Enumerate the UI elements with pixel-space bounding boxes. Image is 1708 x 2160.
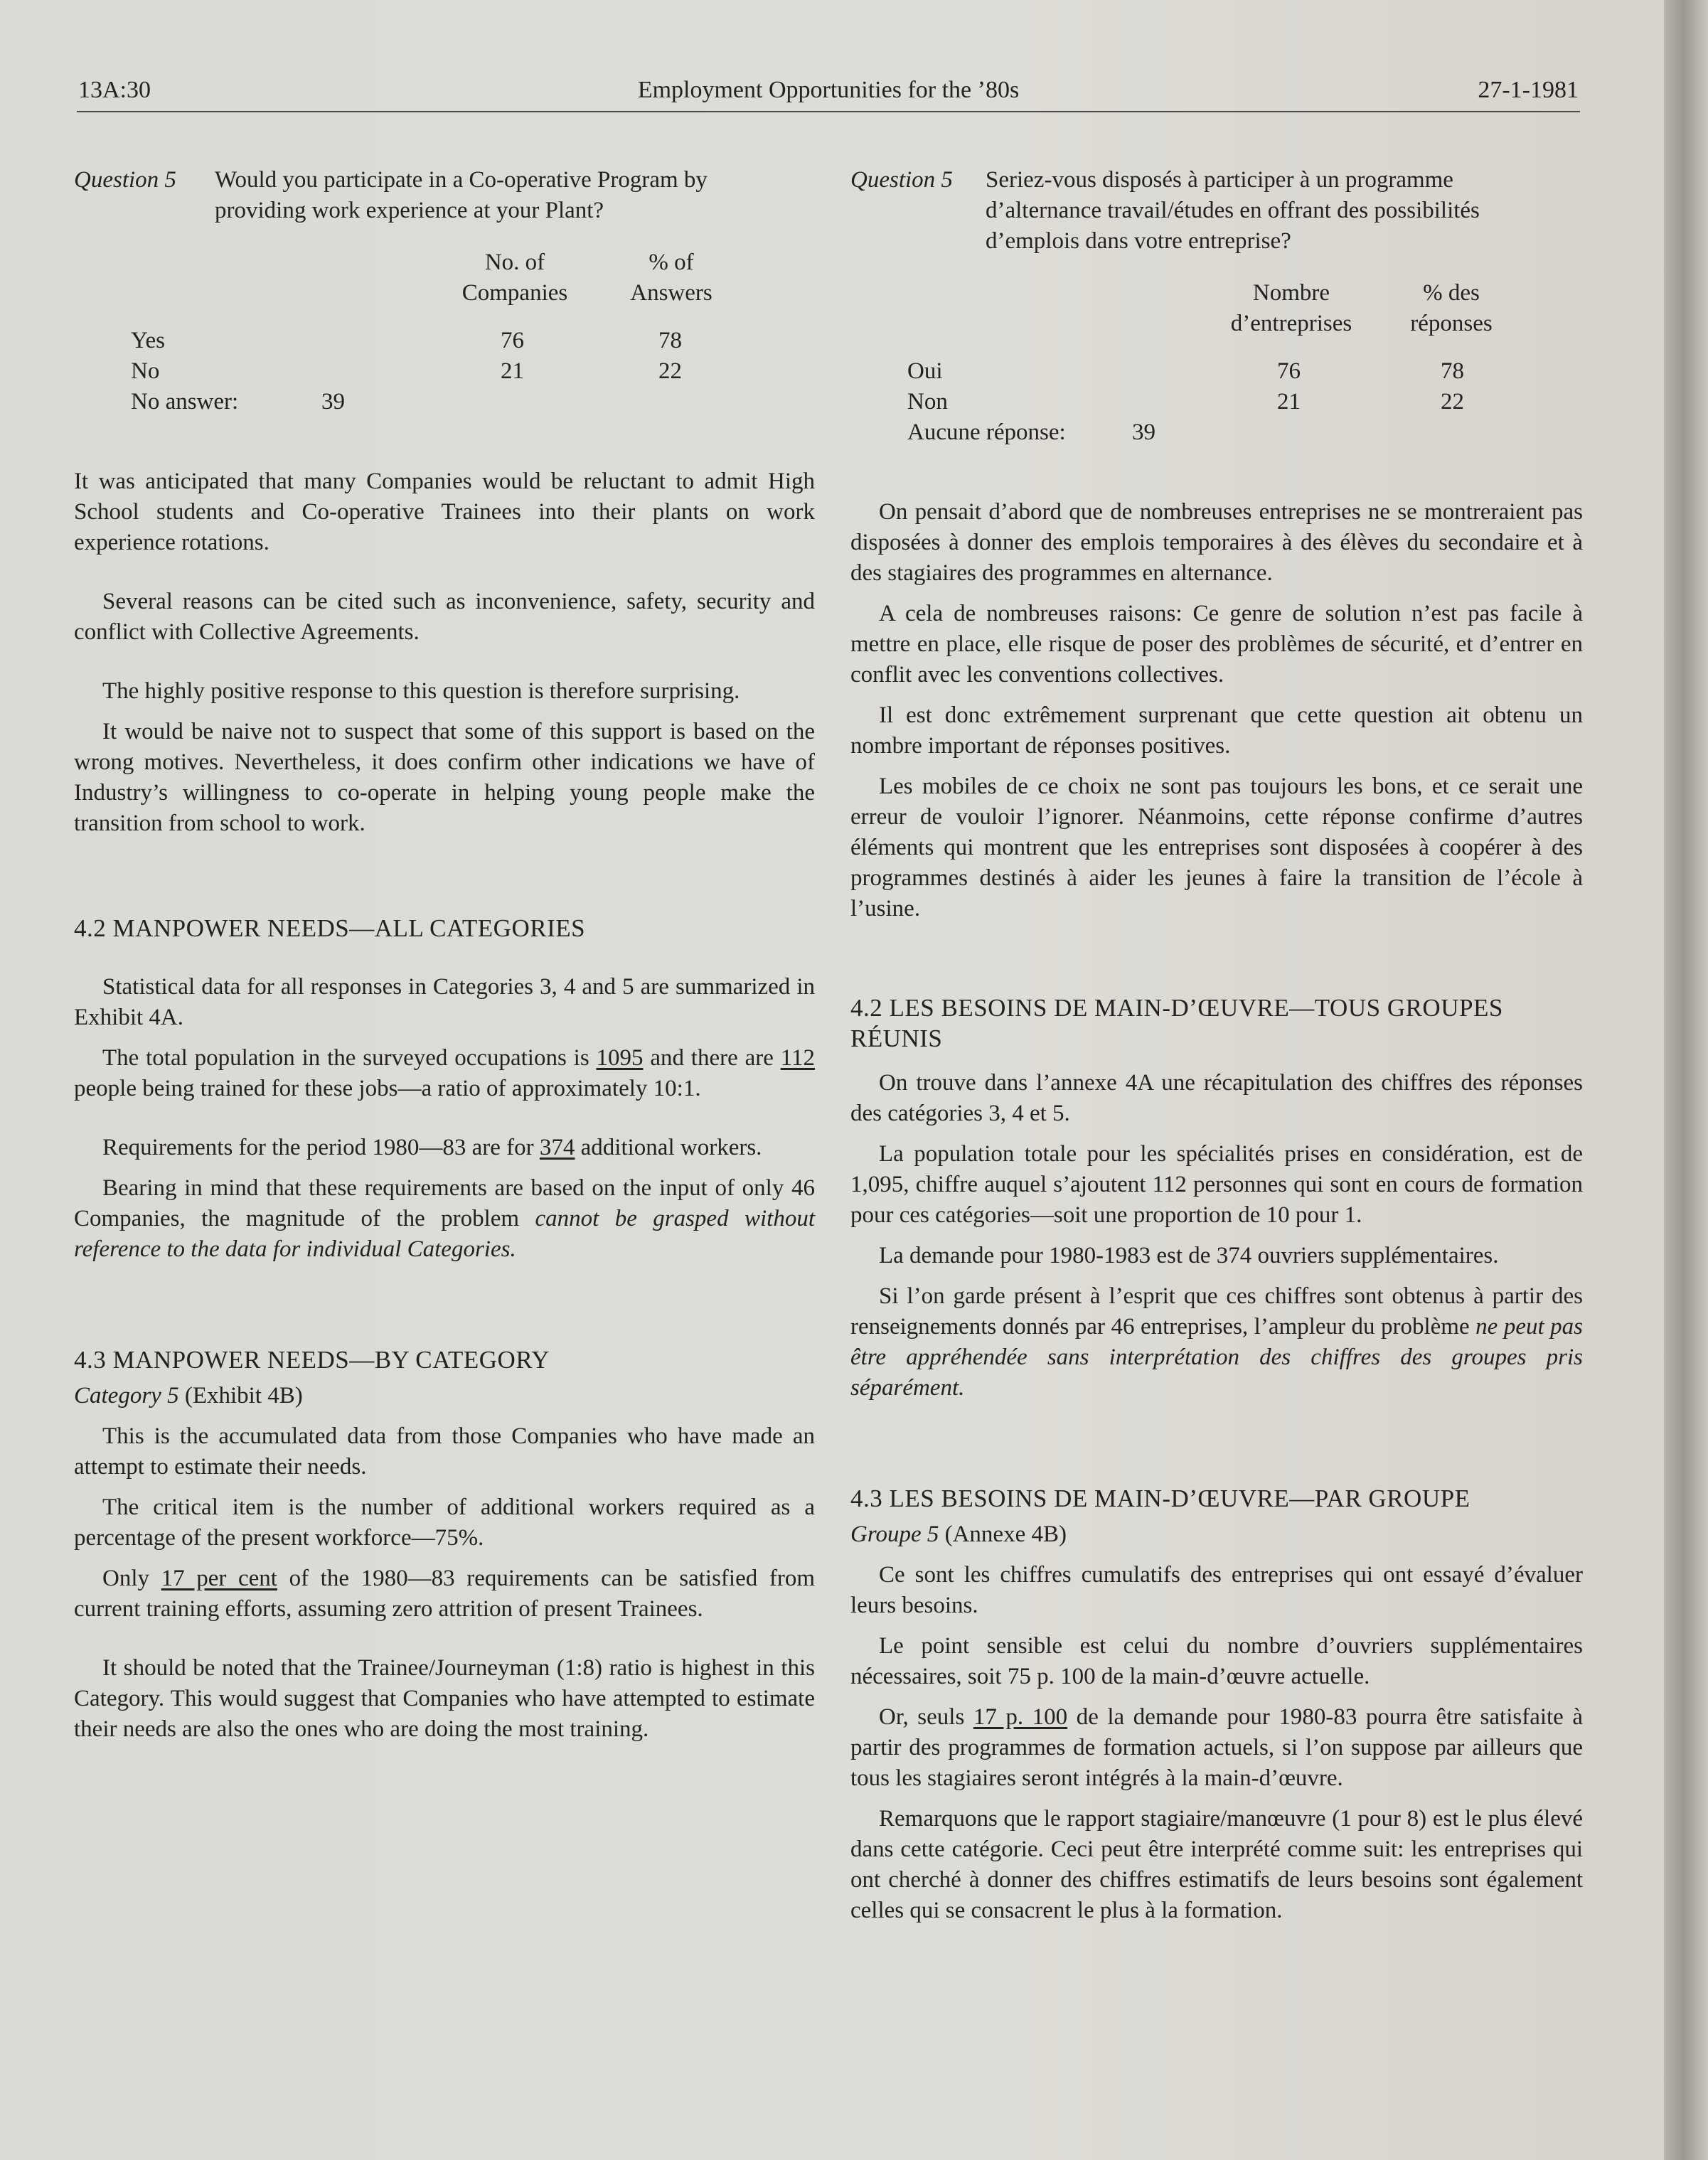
text-run: Only xyxy=(102,1566,161,1591)
underlined-figure: 374 xyxy=(539,1135,575,1160)
col-header-percent: % des réponses xyxy=(1410,280,1493,336)
running-title: Employment Opportunities for the ’80s xyxy=(637,77,1020,103)
col-header-percent: % of Answers xyxy=(630,250,712,306)
paragraph xyxy=(850,1281,1583,1404)
no-answer-label: No answer: xyxy=(131,389,239,415)
header-date: 27-1-1981 xyxy=(1478,77,1579,103)
row-percent-yes: 78 xyxy=(658,328,682,353)
question-label: Question 5 xyxy=(850,167,953,193)
english-column xyxy=(74,165,815,1745)
paragraph: The highly positive response to this question is therefore surprising. xyxy=(102,678,740,704)
section-heading-4-3: 4.3 LES BESOINS DE MAIN-D’ŒUVRE—PAR GROUPE xyxy=(850,1485,1471,1512)
question-text: Seriez-vous disposés à participer à un programme d’alternance travail/études en offrant des possibilités d’emplois dans votre entreprise? xyxy=(986,167,1480,254)
paragraph: Ce sont les chiffres cumulatifs des entreprises qui ont essayé d’évaluer leurs besoins. xyxy=(850,1562,1583,1618)
category-line xyxy=(74,1381,815,1411)
paragraph: A cela de nombreuses raisons: Ce genre de solution n’est pas facile à mettre en place, elle risque de poser des problèmes de sécurité, et d’entrer en conflit avec les conventions collectives. xyxy=(850,601,1583,688)
row-percent-oui: 78 xyxy=(1441,358,1464,384)
page-reference: 13A:30 xyxy=(78,77,151,103)
paragraph: Il est donc extrêmement surprenant que cette question ait obtenu un nombre important de réponses positives. xyxy=(850,702,1583,759)
paragraph: The critical item is the number of additional workers required as a percentage of the present workforce—75%. xyxy=(74,1495,815,1551)
question-label: Question 5 xyxy=(74,167,176,193)
paragraph: It should be noted that the Trainee/Journeyman (1:8) ratio is highest in this Category. This would suggest that Companies who have attempted to estimate their needs are also the ones who are doing the most training. xyxy=(74,1655,815,1742)
exhibit-ref: (Annexe 4B) xyxy=(939,1522,1067,1547)
row-label-yes: Yes xyxy=(131,328,166,353)
text-run: Or, seuls xyxy=(879,1704,973,1730)
row-percent-non: 22 xyxy=(1441,389,1464,415)
row-label-no: No xyxy=(131,358,160,384)
paragraph xyxy=(74,1173,815,1265)
no-answer-value: 39 xyxy=(1132,419,1155,445)
paragraph xyxy=(850,1702,1583,1794)
underlined-figure: 1095 xyxy=(596,1045,644,1071)
paragraph: Several reasons can be cited such as inconvenience, safety, security and conflict with Collective Agreements. xyxy=(74,589,815,645)
paragraph xyxy=(74,1563,815,1625)
paragraph: It would be naive not to suspect that some of this support is based on the wrong motives. Nevertheless, it does confirm other indications we have of Industry’s willingness to co-operate in helping young people make the transition from school to work. xyxy=(74,719,815,836)
text-run: The total population in the surveyed occupations is xyxy=(102,1045,597,1071)
text-run: additional workers. xyxy=(575,1135,762,1160)
page-header xyxy=(78,77,1579,119)
paragraph: La population totale pour les spécialités prises en considération, est de 1,095, chiffre auquel s’ajoutent 112 personnes qui sont en cours de formation pour ces catégories—soit une proportion de 10 pour 1. xyxy=(850,1141,1583,1228)
paragraph: It was anticipated that many Companies would be reluctant to admit High School students and Co-operative Trainees into their plants on work experience rotations. xyxy=(74,469,815,555)
text-run: people being trained for these jobs—a ratio of approximately 10:1. xyxy=(74,1076,701,1101)
category-line xyxy=(850,1519,1583,1550)
book-spine-shadow xyxy=(1664,0,1708,2160)
response-table-en xyxy=(74,247,815,439)
text-run: Bearing in mind that these requirements are based on the input of only 46 Companies, the magnitude of the problem xyxy=(74,1175,815,1231)
underlined-figure: 17 per cent xyxy=(161,1566,277,1591)
text-run: de la demande pour 1980-83 pourra être satisfaite à partir des programmes de formation actuels, si l’on suppose par ailleurs que tous les stagiaires seront intégrés à la main-d’œuvre. xyxy=(850,1704,1584,1791)
text-run: and there are xyxy=(643,1045,781,1071)
underlined-figure: 112 xyxy=(780,1045,815,1071)
paragraph: Les mobiles de ce choix ne sont pas toujours les bons, et ce serait une erreur de vouloir l’ignorer. Néanmoins, cette réponse confirme d’autres éléments qui montrent que les entreprises sont disposées à coopérer à des programmes destinés à aider les jeunes à faire la transition de l’école à l’usine. xyxy=(850,774,1583,921)
text-run: of the 1980—83 requirements can be satisfied from current training efforts, assuming zero attrition of present Trainees. xyxy=(74,1566,815,1622)
row-label-non: Non xyxy=(907,389,948,415)
question-5-fr xyxy=(850,165,1583,257)
paragraph xyxy=(74,1043,815,1104)
paragraph: Remarquons que le rapport stagiaire/manœuvre (1 pour 8) est le plus élevé dans cette catégorie. Ceci peut être interprété comme suit: les entreprises qui ont cherché à donner des chiffres estimatifs de leurs besoins sont également celles qui se consacrent le plus à la formation. xyxy=(850,1806,1583,1923)
category-name: Groupe 5 xyxy=(850,1522,939,1547)
paragraph: Le point sensible est celui du nombre d’ouvriers supplémentaires nécessaires, soit 75 p. 100 de la main-d’œuvre actuelle. xyxy=(850,1633,1583,1689)
text-run: Requirements for the period 1980—83 are for xyxy=(102,1135,540,1160)
paragraph xyxy=(74,1133,815,1163)
section-heading-4-3: 4.3 MANPOWER NEEDS—BY CATEGORY xyxy=(74,1346,550,1374)
category-name: Category 5 xyxy=(74,1383,179,1408)
paragraph: On trouve dans l’annexe 4A une récapitulation des chiffres des réponses des catégories 3, 4 et 5. xyxy=(850,1070,1583,1126)
row-companies-yes: 76 xyxy=(501,328,524,353)
header-rule xyxy=(77,111,1580,112)
no-answer-label: Aucune réponse: xyxy=(907,419,1066,445)
paragraph: Statistical data for all responses in Categories 3, 4 and 5 are summarized in Exhibit 4A. xyxy=(74,974,815,1030)
section-heading-4-2: 4.2 LES BESOINS DE MAIN-D’ŒUVRE—TOUS GROUPES RÉUNIS xyxy=(850,994,1503,1052)
emphasis-text: cannot be grasped without reference to the data for individual Categories. xyxy=(74,1206,815,1262)
row-companies-oui: 76 xyxy=(1277,358,1301,384)
emphasis-text: ne peut pas être appréhendée sans interprétation des chiffres des groupes pris séparément. xyxy=(850,1314,1584,1401)
paragraph: This is the accumulated data from those Companies who have made an attempt to estimate their needs. xyxy=(74,1423,815,1480)
exhibit-ref: (Exhibit 4B) xyxy=(178,1383,303,1408)
underlined-figure: 17 p. 100 xyxy=(973,1704,1068,1730)
no-answer-value: 39 xyxy=(321,389,345,415)
paragraph: On pensait d’abord que de nombreuses entreprises ne se montreraient pas disposées à donner des emplois temporaires à des élèves du secondaire et à des stagiaires des programmes en alternance. xyxy=(850,499,1583,586)
col-header-companies: No. of Companies xyxy=(461,250,568,306)
row-percent-no: 22 xyxy=(658,358,682,384)
paragraph: La demande pour 1980-1983 est de 374 ouvriers supplémentaires. xyxy=(879,1243,1499,1268)
response-table-fr xyxy=(850,278,1583,470)
row-label-oui: Oui xyxy=(907,358,943,384)
col-header-companies: Nombre d’entreprises xyxy=(1230,280,1352,336)
french-column xyxy=(850,165,1583,1926)
row-companies-no: 21 xyxy=(501,358,524,384)
question-5-en xyxy=(74,165,815,226)
section-heading-4-2: 4.2 MANPOWER NEEDS—ALL CATEGORIES xyxy=(74,914,586,942)
text-run: Si l’on garde présent à l’esprit que ces chiffres sont obtenus à partir des renseignements donnés par 46 entreprises, l’ampleur du problème xyxy=(850,1283,1583,1340)
question-text: Would you participate in a Co-operative Program by providing work experience at your Plant? xyxy=(215,167,708,223)
row-companies-non: 21 xyxy=(1277,389,1301,415)
